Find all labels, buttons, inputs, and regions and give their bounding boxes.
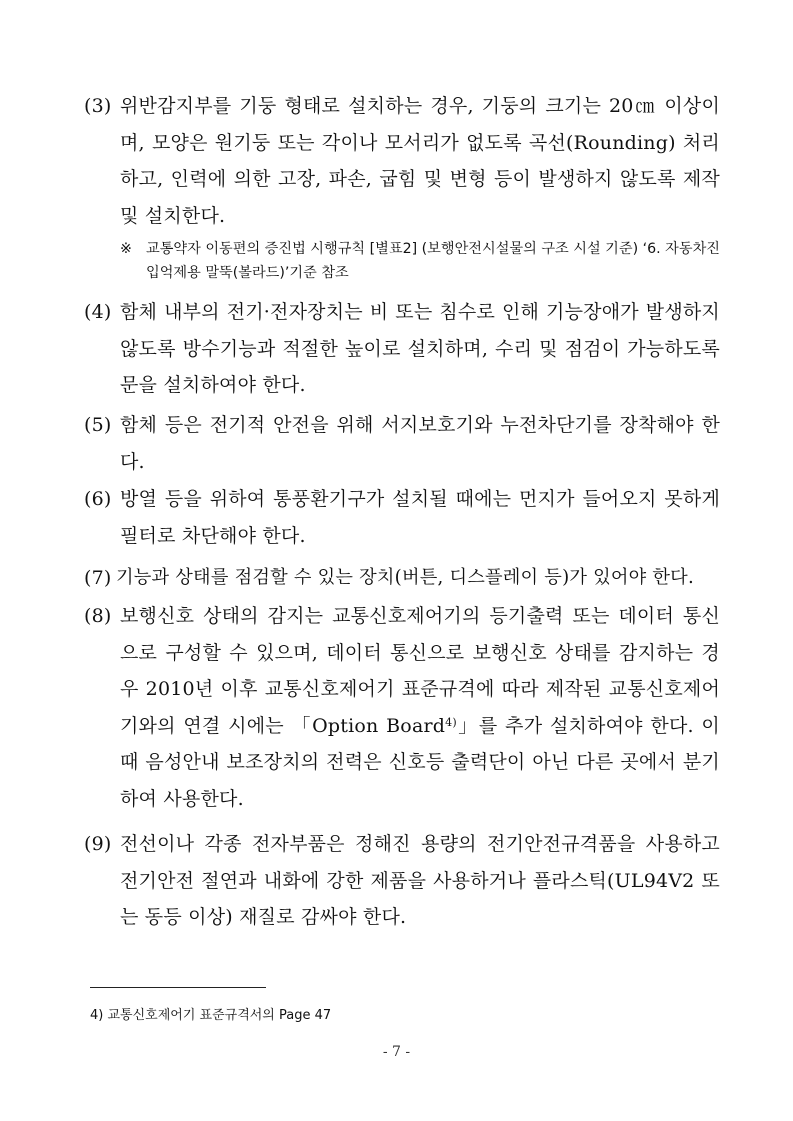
note-text: 교통약자 이동편의 증진법 시행규칙 [별표2] (보행안전시설물의 구조 시설 기준) ‘6. 자동차진입억제용 말뚝(볼라드)’기준 참조 bbox=[146, 241, 720, 281]
list-item-6 bbox=[84, 481, 720, 554]
item-text bbox=[120, 598, 720, 817]
item-label: (9) bbox=[84, 833, 112, 855]
item-text: 함체 내부의 전기·전자장치는 비 또는 침수로 인해 기능장애가 발생하지 않도록 방수기능과 적절한 높이로 설치하며, 수리 및 점검이 가능하도록 문을 설치하여야 한다. bbox=[120, 301, 720, 396]
list-item-9 bbox=[84, 826, 720, 936]
item-label: (6) bbox=[84, 488, 112, 510]
list-item-4 bbox=[84, 294, 720, 404]
list-item-8 bbox=[84, 598, 720, 817]
item-label: (8) bbox=[84, 605, 112, 627]
page-number: - 7 - bbox=[382, 1044, 411, 1060]
item-label: (3) bbox=[84, 95, 112, 117]
item-label: (5) bbox=[84, 414, 112, 436]
footnote-divider bbox=[90, 987, 266, 988]
item-text: 함체 등은 전기적 안전을 위해 서지보호기와 누전차단기를 장착해야 한다. bbox=[120, 414, 720, 473]
item-text: 방열 등을 위하여 통풍환기구가 설치될 때에는 먼지가 들어오지 못하게 필터로 차단해야 한다. bbox=[120, 488, 720, 547]
footnote: 4) 교통신호제어기 표준규격서의 Page 47 bbox=[90, 1008, 332, 1023]
list-item-7 bbox=[84, 560, 734, 597]
item-label: (4) bbox=[84, 301, 112, 323]
item-text: 위반감지부를 기둥 형태로 설치하는 경우, 기둥의 크기는 20㎝ 이상이며, 모양은 원기둥 또는 각이나 모서리가 없도록 곡선(Rounding) 처리하고, 인력에 의한 고장, 파손, 굽힘 및 변형 등이 발생하지 않도록 제작 및 설치한다. bbox=[120, 95, 720, 227]
item-text: 전선이나 각종 전자부품은 정해진 용량의 전기안전규격품을 사용하고 전기안전 절연과 내화에 강한 제품을 사용하거나 플라스틱(UL94V2 또는 동등 이상) 재질로 감싸야 한다. bbox=[120, 833, 720, 928]
list-item-3 bbox=[84, 88, 720, 234]
list-item-5 bbox=[84, 407, 720, 480]
note-mark: ※ bbox=[120, 241, 132, 257]
item-text-before: 보행신호 상태의 감지는 교통신호제어기의 등기출력 또는 데이터 통신으로 구성할 수 있으며, 데이터 통신으로 보행신호 상태를 감지하는 경우 2010년 이후 교통신호제어기 표준규격에 따라 제작된 교통신호제어기와의 연결 시에는 「Option Board bbox=[120, 605, 720, 737]
footnote-reference: 4) bbox=[445, 715, 457, 729]
item-label: (7) bbox=[84, 567, 112, 589]
item-text-after: 」를 추가 설치하여야 한다. 이때 음성안내 보조장치의 전력은 신호등 출력단이 아닌 다른 곳에서 분기하여 사용한다. bbox=[120, 714, 720, 810]
reference-note bbox=[120, 237, 720, 285]
item-text: 기능과 상태를 점검할 수 있는 장치(버튼, 디스플레이 등)가 있어야 한다. bbox=[116, 567, 694, 588]
